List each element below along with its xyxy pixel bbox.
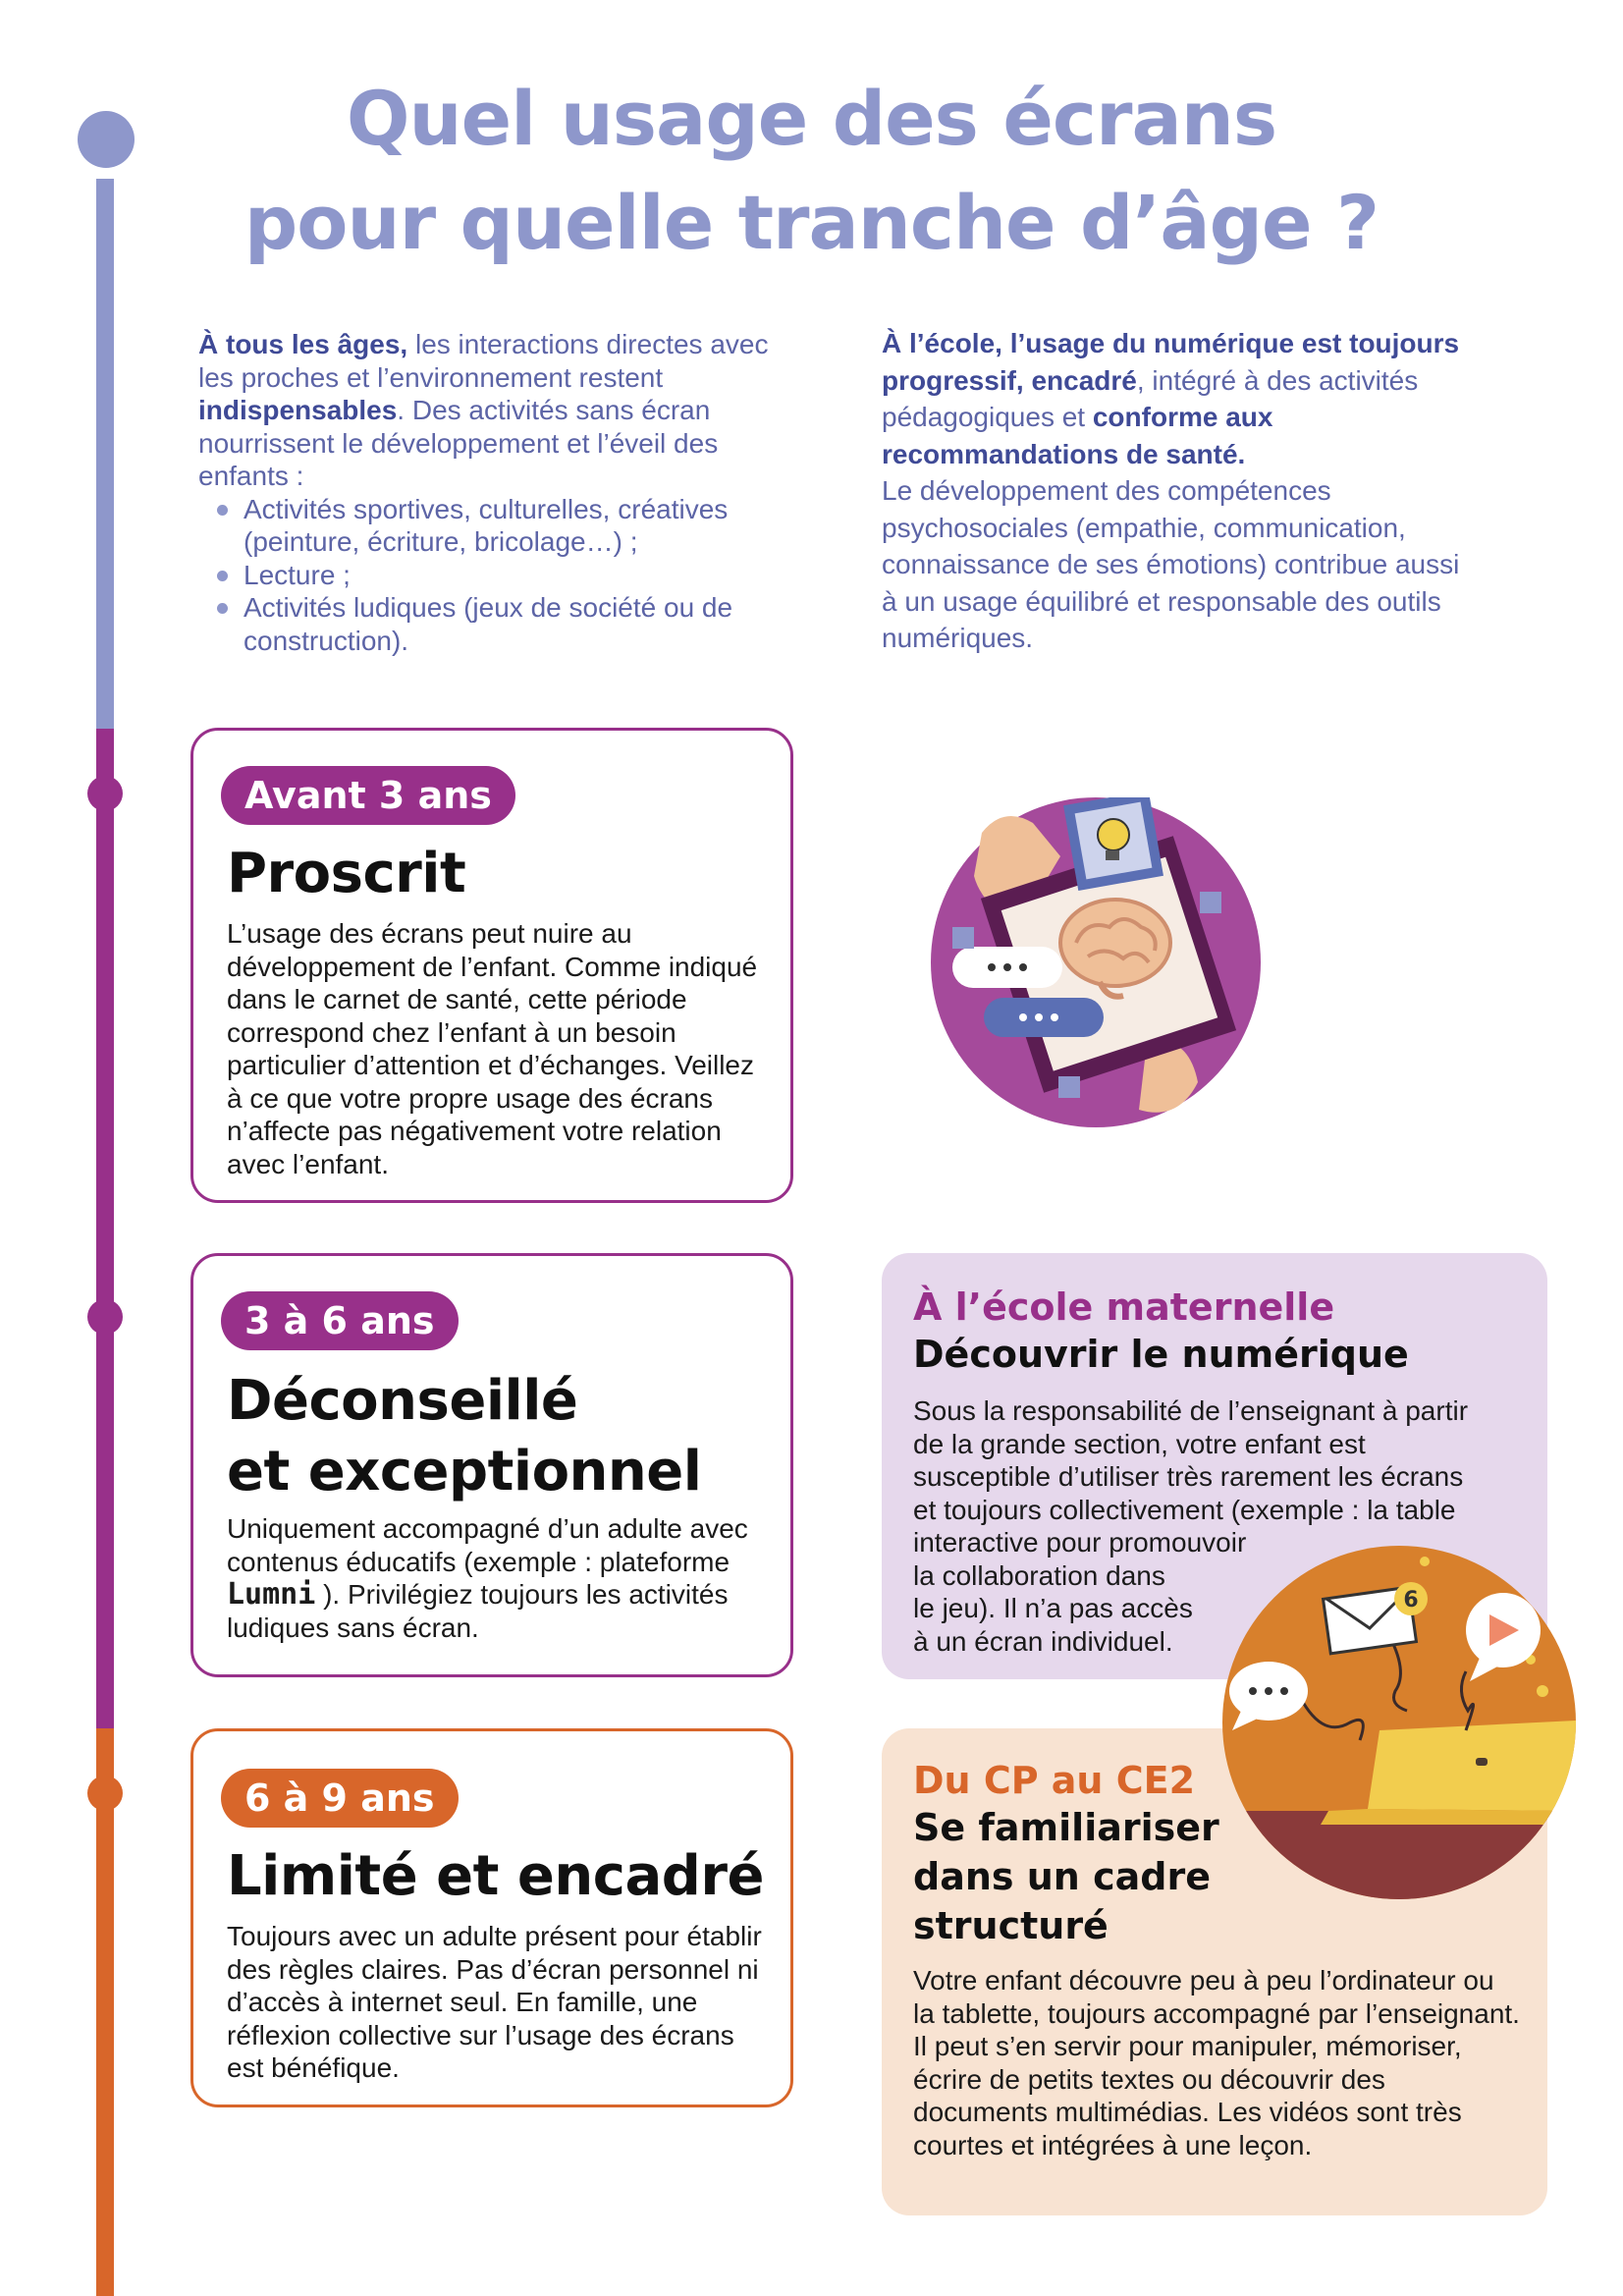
list-item: Activités sportives, culturelles, créatives (peinture, écriture, bricolage…) ;: [214, 493, 797, 559]
title-line-1: Quel usage des écrans: [346, 75, 1277, 162]
panel-subtitle: À l’école maternelle: [913, 1285, 1335, 1329]
speech-bubble-icon: [952, 947, 1062, 988]
lightbulb-icon: [1063, 797, 1163, 891]
panel-body-line: et toujours collectivement (exemple : la table: [913, 1494, 1456, 1525]
notification-badge: [1394, 1582, 1428, 1615]
timeline-segment-purple: [96, 729, 114, 1728]
intro-school: [882, 325, 1481, 657]
panel-subtitle: Du CP au CE2: [913, 1759, 1196, 1802]
panel-title: [913, 1803, 1219, 1950]
list-item: Lecture ;: [214, 559, 797, 592]
activity-list: [214, 493, 797, 658]
card-title: Limité et encadré: [227, 1844, 764, 1908]
intro-school-bold-1: À l’école, l’usage du numérique est toujours progressif, encadré: [882, 328, 1460, 396]
card-body: L’usage des écrans peut nuire au développement de l’enfant. Comme indiqué dans le carnet de santé, cette période correspond chez l’enfant à un besoin particulier d’attention et d’échanges. Veillez à ce que votre propre usage des écrans n’affecte pas négativement votre relation avec l’enfant.: [227, 918, 758, 1179]
card-6-9: [190, 1728, 793, 2107]
panel-body-line: susceptible d’utiliser très rarement les écrans: [913, 1461, 1464, 1492]
age-badge: Avant 3 ans: [221, 766, 515, 825]
intro-text-a: les interactions directes avec les proches et l’environnement restent: [198, 329, 769, 393]
card-title-line-2: et exceptionnel: [227, 1440, 702, 1503]
age-badge: 3 à 6 ans: [221, 1291, 459, 1350]
intro-school-text-2: Le développement des compétences psychosociales (empathie, communication, connaissance de ses émotions) contribue aussi à un usage équilibré et responsable des outils numériques.: [882, 475, 1460, 653]
panel-body: Votre enfant découvre peu à peu l’ordinateur ou la tablette, toujours accompagné par l’enseignant. Il peut s’en servir pour manipuler, mémoriser, écrire de petits textes ou découvrir des documents multimédias. Les vidéos sont très courtes et intégrées à une leçon.: [913, 1965, 1520, 2160]
age-badge: 6 à 9 ans: [221, 1769, 459, 1828]
panel-body-line: de la grande section, votre enfant est: [913, 1428, 1366, 1459]
list-item: Activités ludiques (jeux de société ou de construction).: [214, 591, 797, 657]
card-3-6: [190, 1253, 793, 1677]
panel-title-line: Se familiariser: [913, 1806, 1219, 1849]
lumni-logo: Lumni: [227, 1577, 316, 1612]
intro-school-text-1: , intégré à des activités pédagogiques et: [882, 364, 1419, 432]
card-body-b: ). Privilégiez toujours les activités ludiques sans écran.: [227, 1579, 729, 1643]
timeline-start-dot: [78, 111, 135, 168]
panel-body-line: interactive pour promouvoir: [913, 1527, 1247, 1558]
notification-count: 6: [1403, 1588, 1419, 1613]
timeline-dot-3-6: [87, 1299, 123, 1335]
card-body: [227, 1512, 771, 1644]
page-title: [0, 67, 1623, 275]
panel-body-line: à un écran individuel.: [913, 1625, 1173, 1657]
laptop-messages-illustration: [1222, 1544, 1576, 1901]
timeline-segment-lavender: [96, 179, 114, 729]
intro-school-text: [882, 325, 1481, 472]
brain-tablet-illustration: [913, 797, 1276, 1127]
intro-all-ages-text: [198, 328, 797, 493]
panel-title: Découvrir le numérique: [913, 1333, 1409, 1376]
panel-body-line: la collaboration dans: [913, 1559, 1165, 1591]
card-title-line-1: Déconseillé: [227, 1369, 578, 1433]
panel-body-line: Sous la responsabilité de l’enseignant à partir: [913, 1395, 1469, 1426]
card-before-3: [190, 728, 793, 1203]
card-body-a: Uniquement accompagné d’un adulte avec contenus éducatifs (exemple : plateforme: [227, 1513, 748, 1577]
intro-text-b: . Des activités sans écran nourrissent le développement et l’éveil des enfants :: [198, 395, 719, 491]
card-body: Toujours avec un adulte présent pour établir des règles claires. Pas d’écran personnel ni d’accès à internet seul. En famille, une réflexion collective sur l’usage des écrans est bénéfique.: [227, 1921, 762, 2083]
card-title: Proscrit: [227, 842, 466, 905]
speech-bubble-icon: [984, 998, 1104, 1037]
timeline-segment-orange: [96, 1728, 114, 2296]
intro-all-ages: [198, 328, 797, 657]
title-line-2: pour quelle tranche d’âge ?: [243, 179, 1380, 266]
panel-title-line: structuré: [913, 1904, 1109, 1947]
card-title: [227, 1366, 701, 1507]
timeline-dot-6-9: [87, 1776, 123, 1811]
panel-body-line: le jeu). Il n’a pas accès: [913, 1593, 1193, 1623]
intro-bold-all-ages: À tous les âges,: [198, 329, 408, 359]
intro-school-bold-2: conforme aux recommandations de santé.: [882, 402, 1273, 469]
panel-title-line: dans un cadre: [913, 1855, 1211, 1898]
intro-bold-indispensable: indispensables: [198, 395, 398, 425]
timeline-dot-before-3: [87, 776, 123, 811]
